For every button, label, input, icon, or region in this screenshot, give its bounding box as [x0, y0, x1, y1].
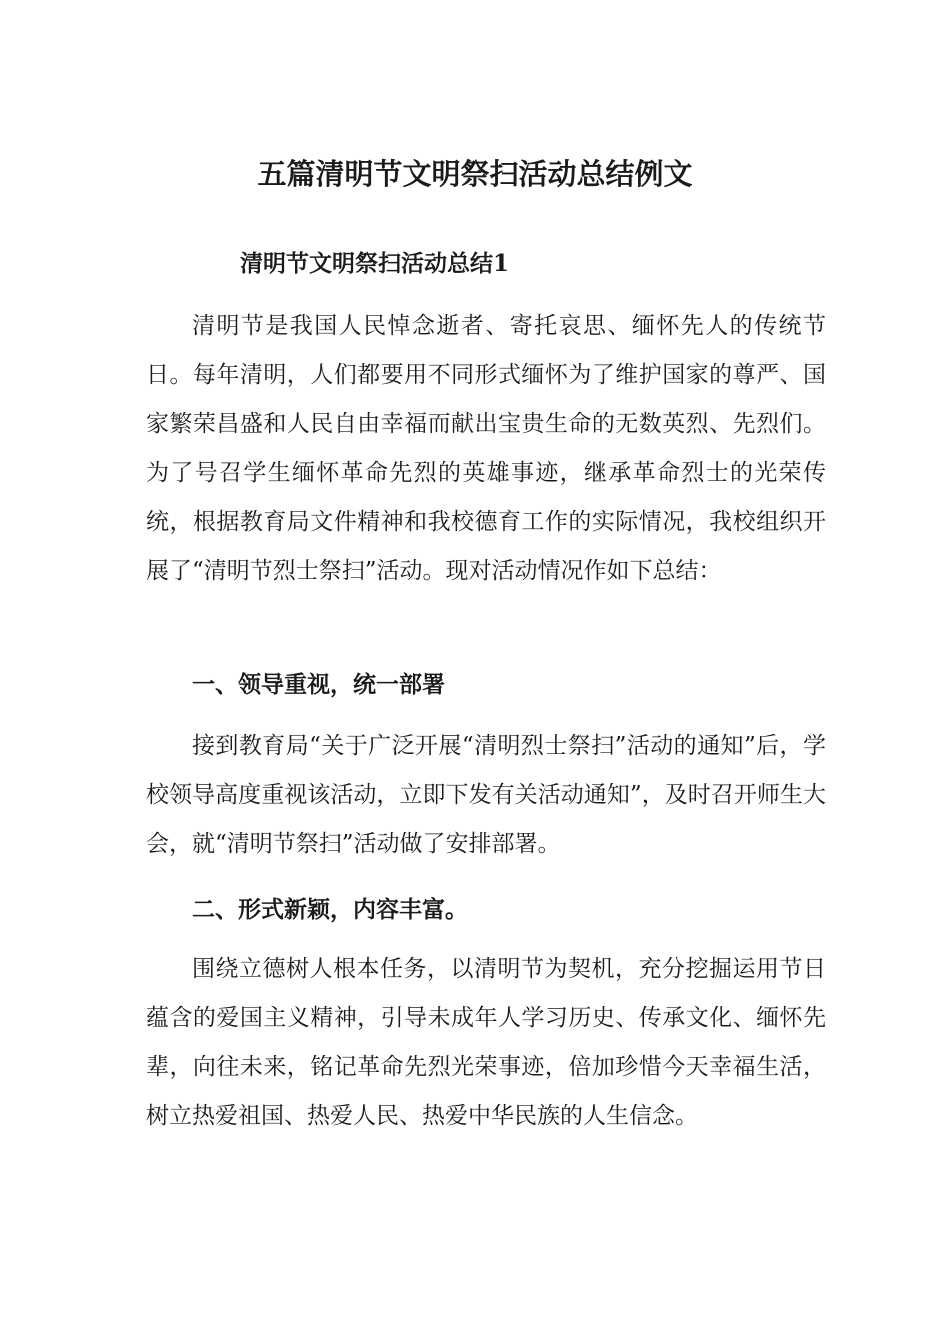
- section-subtitle: 清明节文明祭扫活动总结1: [240, 250, 510, 277]
- section-heading-1: 一、领导重视，统一部署: [192, 671, 445, 698]
- document-title: 五篇清明节文明祭扫活动总结例文: [257, 157, 693, 191]
- body-paragraph-1: 清明节是我国人民悼念逝者、寄托哀思、缅怀先人的传统节日。每年清明，人们都要用不同形式缅怀为了维护国家的尊严、国家繁荣昌盛和人民自由幸福而献出宝贵生命的无数英烈、先烈们。为了号召学生缅怀革命先烈的英雄事迹，继承革命烈士的光荣传统，根据教育局文件精神和我校德育工作的实际情况，我校组织开展了“清明节烈士祭扫”活动。现对活动情况作如下总结：: [146, 313, 826, 584]
- body-paragraph-2: 接到教育局“关于广泛开展“清明烈士祭扫”活动的通知”后，学校领导高度重视该活动，立即下发有关活动通知”，及时召开师生大会，就“清明节祭扫”活动做了安排部署。: [146, 733, 826, 857]
- body-paragraph-3-container: [146, 945, 826, 1141]
- body-paragraph-1-container: [146, 302, 826, 596]
- body-paragraph-2-container: [146, 722, 826, 869]
- body-paragraph-3: 围绕立德树人根本任务，以清明节为契机，充分挖掘运用节日蕴含的爱国主义精神，引导未成年人学习历史、传承文化、缅怀先辈，向往未来，铭记革命先烈光荣事迹，倍加珍惜今天幸福生活，树立热爱祖国、热爱人民、热爱中华民族的人生信念。: [146, 956, 826, 1129]
- section-heading-2: 二、形式新颖，内容丰富。: [192, 896, 468, 923]
